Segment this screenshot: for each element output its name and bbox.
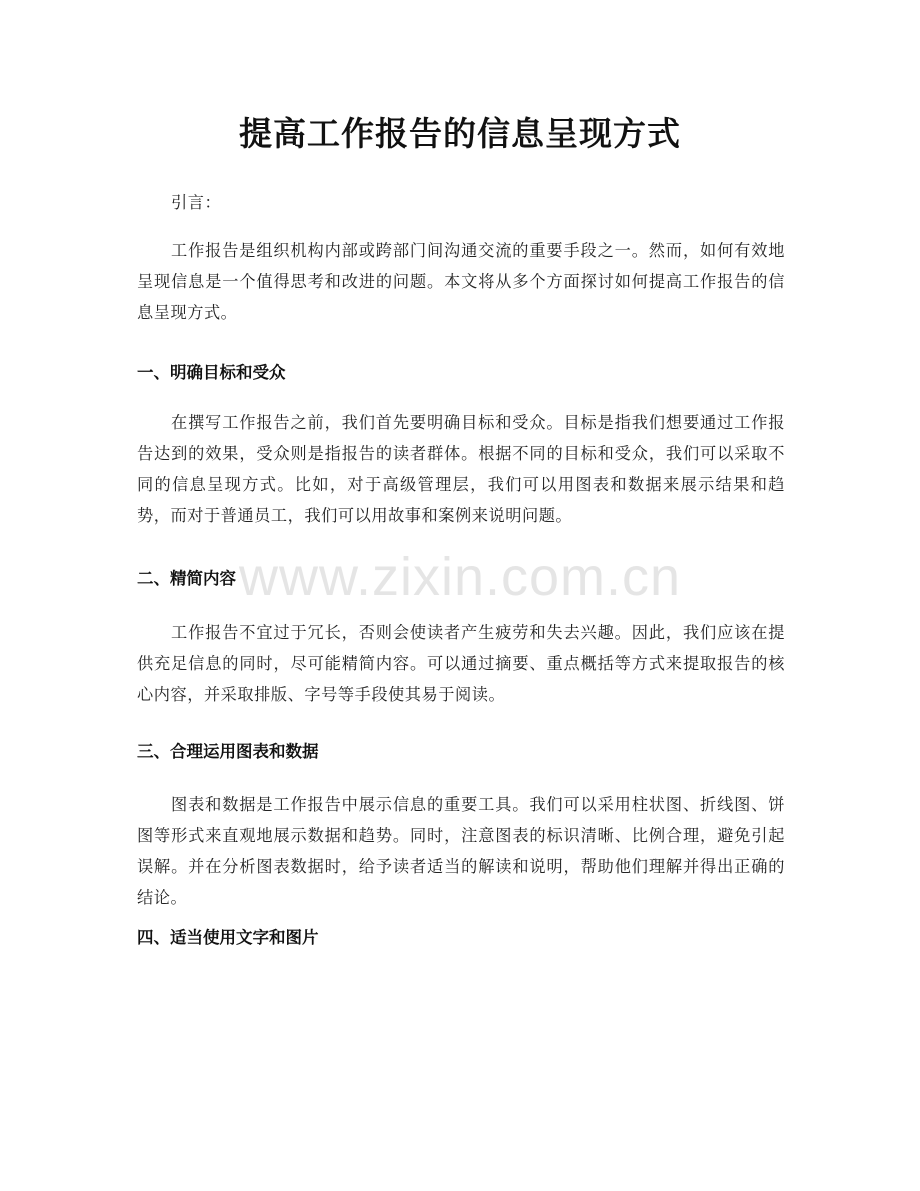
section-heading-2: 二、精简内容	[137, 569, 236, 588]
section-heading-1: 一、明确目标和受众	[137, 363, 286, 382]
watermark: www.zixin.com.cn	[238, 547, 682, 607]
intro-label: 引言：	[171, 193, 222, 212]
section-paragraph-2: 工作报告不宜过于冗长，否则会使读者产生疲劳和失去兴趣。因此，我们应该在提供充足信息的同时，尽可能精简内容。可以通过摘要、重点概括等方式来提取报告的核心内容，并采取排版、字号等手段使其易于阅读。	[137, 623, 785, 704]
section-heading-3: 三、合理运用图表和数据	[137, 742, 319, 761]
section-paragraph-3: 图表和数据是工作报告中展示信息的重要工具。我们可以采用柱状图、折线图、饼图等形式来直观地展示数据和趋势。同时，注意图表的标识清晰、比例合理，避免引起误解。并在分析图表数据时，给予读者适当的解读和说明，帮助他们理解并得出正确的结论。	[137, 795, 785, 907]
document-title: 提高工作报告的信息呈现方式	[239, 114, 681, 153]
section-heading-4: 四、适当使用文字和图片	[137, 928, 319, 947]
intro-paragraph: 工作报告是组织机构内部或跨部门间沟通交流的重要手段之一。然而，如何有效地呈现信息是一个值得思考和改进的问题。本文将从多个方面探讨如何提高工作报告的信息呈现方式。	[137, 241, 785, 322]
section-paragraph-1: 在撰写工作报告之前，我们首先要明确目标和受众。目标是指我们想要通过工作报告达到的效果，受众则是指报告的读者群体。根据不同的目标和受众，我们可以采取不同的信息呈现方式。比如，对于高级管理层，我们可以用图表和数据来展示结果和趋势，而对于普通员工，我们可以用故事和案例来说明问题。	[137, 413, 785, 525]
